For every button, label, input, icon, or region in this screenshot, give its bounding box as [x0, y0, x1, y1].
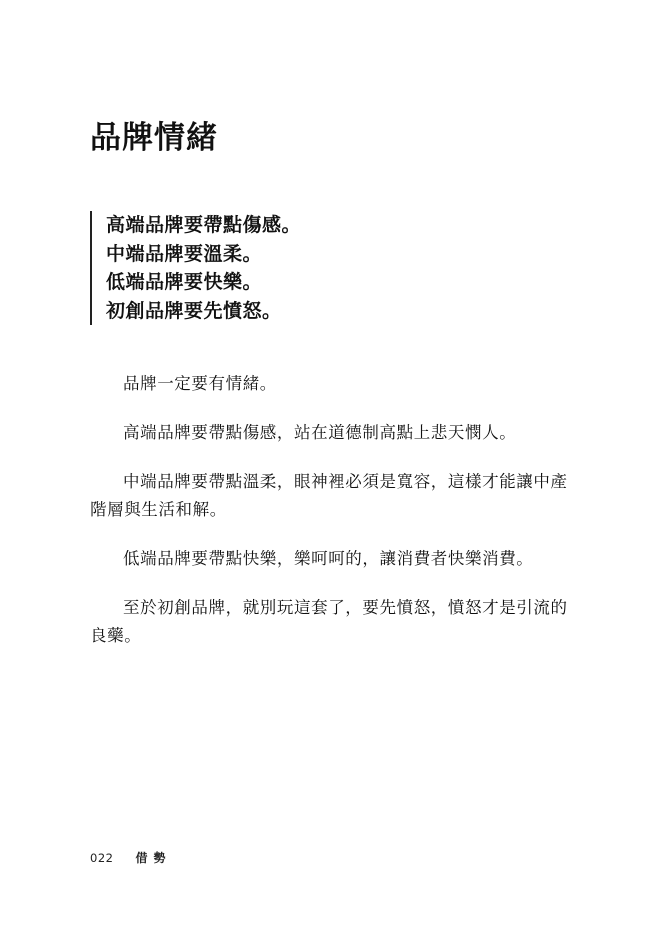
paragraph: 至於初創品牌，就別玩這套了，要先憤怒，憤怒才是引流的良藥。 [90, 598, 568, 645]
body-text [90, 370, 568, 671]
pull-quote [90, 211, 586, 325]
paragraph: 低端品牌要帶點快樂，樂呵呵的，讓消費者快樂消費。 [123, 549, 534, 568]
page-title: 品牌情緒 [90, 120, 218, 156]
paragraph: 中端品牌要帶點溫柔，眼神裡必須是寬容，這樣才能讓中產階層與生活和解。 [90, 472, 568, 519]
quote-line: 中端品牌要溫柔。 [106, 242, 263, 265]
quote-line: 初創品牌要先憤怒。 [106, 299, 282, 322]
quote-line: 低端品牌要快樂。 [106, 271, 263, 293]
page-footer [90, 849, 171, 866]
page-number: 022 [90, 850, 114, 865]
paragraph: 高端品牌要帶點傷感，站在道德制高點上悲天憫人。 [123, 423, 517, 442]
quote-line: 高端品牌要帶點傷感。 [106, 214, 302, 236]
running-book-title: 借勢 [135, 851, 172, 865]
paragraph: 品牌一定要有情緒。 [123, 374, 277, 393]
